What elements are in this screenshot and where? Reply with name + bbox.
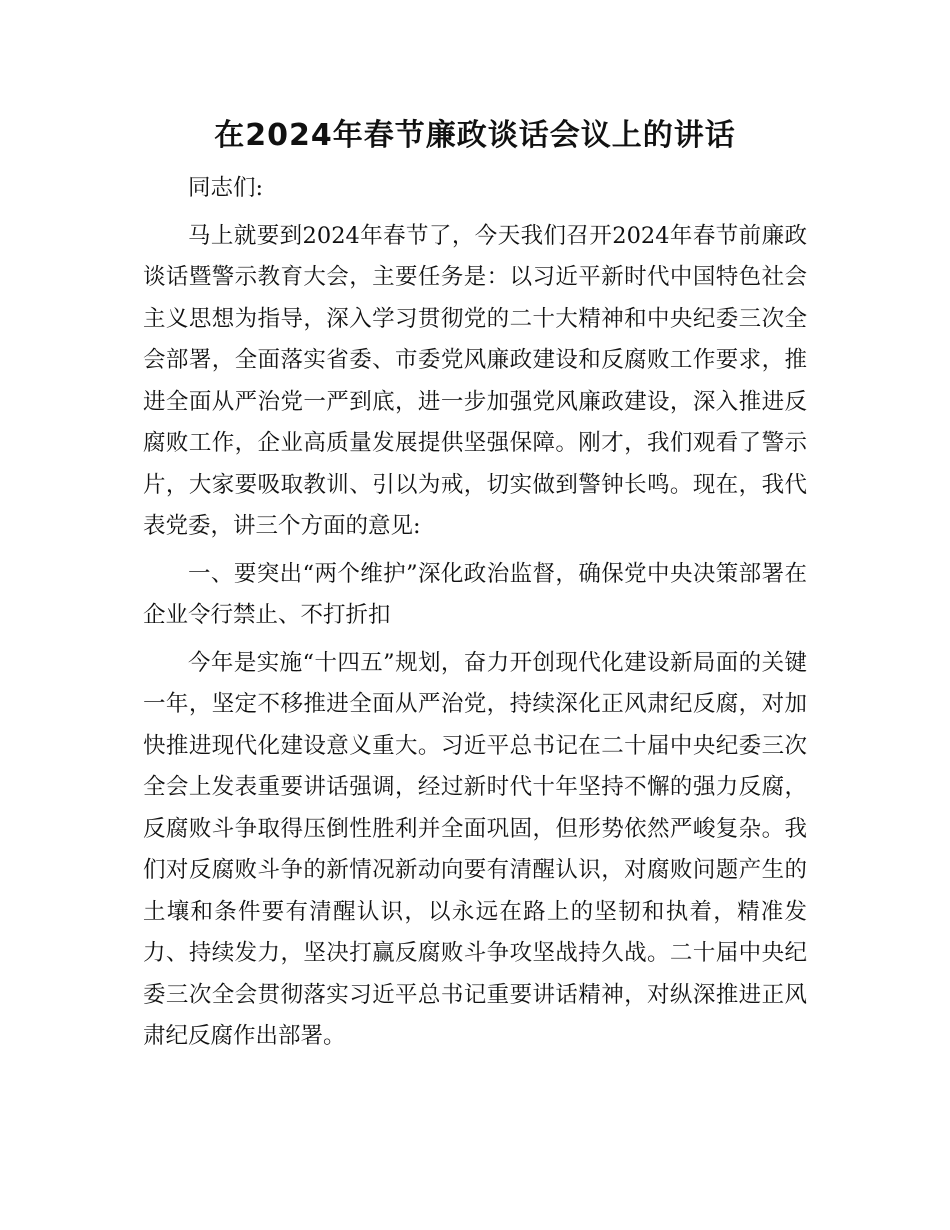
paragraph-intro: 马上就要到2024年春节了，今天我们召开2024年春节前廉政谈话暨警示教育大会，主要任务是：以习近平新时代中国特色社会主义思想为指导，深入学习贯彻党的二十大精神和中央纪委三次全会部署，全面落实省委、市委党风廉政建设和反腐败工作要求，推进全面从严治党一严到底，进一步加强党风廉政建设，深入推进反腐败工作，企业高质量发展提供坚强保障。刚才，我们观看了警示片，大家要吸取教训、引以为戒，切实做到警钟长鸣。现在，我代表党委，讲三个方面的意见:: [143, 222, 807, 539]
salutation: 同志们:: [188, 175, 264, 201]
document-body: [143, 168, 807, 1058]
document-title: 在2024年春节廉政谈话会议上的讲话: [214, 118, 736, 153]
section-heading-1: 一、要突出“两个维护”深化政治监督，确保党中央决策部署在企业令行禁止、不打折扣: [143, 560, 807, 628]
paragraph-section-1: 今年是实施“十四五”规划，奋力开创现代化建设新局面的关键一年，坚定不移推进全面从严治党，持续深化正风肃纪反腐，对加快推进现代化建设意义重大。习近平总书记在二十届中央纪委三次全会上发表重要讲话强调，经过新时代十年坚持不懈的强力反腐，反腐败斗争取得压倒性胜利并全面巩固，但形势依然严峻复杂。我们对反腐败斗争的新情况新动向要有清醒认识，对腐败问题产生的土壤和条件要有清醒认识，以永远在路上的坚韧和执着，精准发力、持续发力，坚决打赢反腐败斗争攻坚战持久战。二十届中央纪委三次全会贯彻落实习近平总书记重要讲话精神，对纵深推进正风肃纪反腐作出部署。: [143, 649, 807, 1049]
